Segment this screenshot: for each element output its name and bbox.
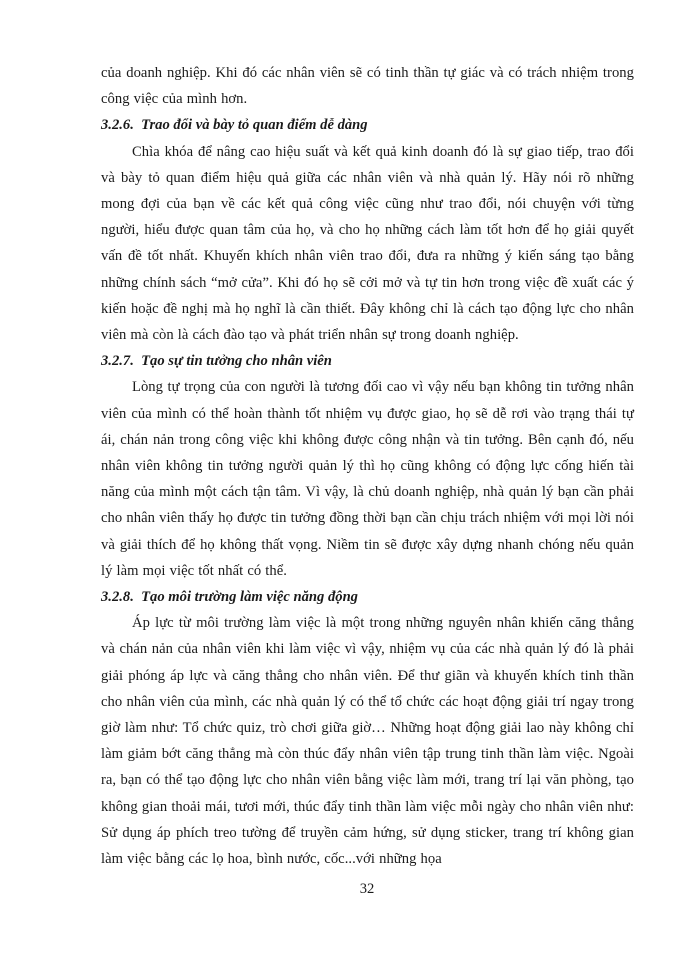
section-body: Chìa khóa để nâng cao hiệu suất và kết quả kinh doanh đó là sự giao tiếp, trao đổi và bày tỏ quan điểm hiệu quả giữa các nhân viên và nhà quản lý. Hãy nói rõ những mong đợi của bạn về các kết quả công việc cũng như trao đổi, nói chuyện với từng người, hiểu được quan tâm của họ, và cho họ những cách làm tốt hơn để họ giải quyết vấn đề tốt nhất. Khuyến khích nhân viên trao đổi, đưa ra những ý kiến sáng tạo bằng những chính sách “mở cửa”. Khi đó họ sẽ cởi mở và tự tin hơn trong việc đề xuất các ý kiến hoặc đề nghị mà họ nghĩ là cần thiết. Đây không chỉ là cách tạo động lực cho nhân viên mà còn là cách đào tạo và phát triển nhân sự trong doanh nghiệp.	[101, 143, 634, 344]
intro-paragraph: của doanh nghiệp. Khi đó các nhân viên sẽ có tinh thần tự giác và có trách nhiệm trong công việc của mình hơn.	[101, 65, 634, 108]
document-page	[101, 60, 634, 872]
section-body: Lòng tự trọng của con người là tương đối cao vì vậy nếu bạn không tin tưởng nhân viên của mình có thể hoàn thành tốt nhiệm vụ được giao, họ sẽ dễ rơi vào trạng thái tự ái, chán nản trong công việc khi không được công nhận và tin tưởng. Bên cạnh đó, nếu nhân viên không tin tưởng người quản lý thì họ cũng không có động lực cống hiến tài năng của mình một cách tận tâm. Vì vậy, là chủ doanh nghiệp, nhà quản lý bạn cần phải cho nhân viên thấy họ được tin tưởng đồng thời bạn cần chịu trách nhiệm với mọi lời nói và giải thích để họ không thất vọng. Niềm tin sẽ được xây dựng nhanh chóng nếu quản lý làm mọi việc tốt nhất có thể.	[101, 379, 634, 579]
section-heading: 3.2.7. Tạo sự tin tưởng cho nhân viên	[101, 353, 332, 370]
section-3-2-6	[101, 112, 634, 348]
section-heading: 3.2.6. Trao đổi và bày tỏ quan điểm dễ dàng	[101, 117, 368, 134]
section-3-2-8	[101, 584, 634, 872]
section-body: Áp lực từ môi trường làm việc là một trong những nguyên nhân khiến căng thẳng và chán nản của nhân viên khi làm việc vì vậy, nhiệm vụ của các nhà quản lý đó là phải giải phóng áp lực và căng thẳng cho nhân viên. Để thư giãn và khuyến khích tinh thần cho nhân viên của mình, các nhà quản lý có thể tổ chức các hoạt động giải trí ngay trong giờ làm như: Tổ chức quiz, trò chơi giữa giờ… Những hoạt động giải lao này không chỉ làm giảm bớt căng thẳng mà còn thúc đẩy nhân viên tập trung tinh thần làm việc. Ngoài ra, bạn có thể tạo động lực cho nhân viên bằng việc làm mới, trang trí lại văn phòng, tạo không gian thoải mái, tươi mới, thúc đẩy tinh thần làm việc mỗi ngày cho nhân viên như: Sử dụng áp phích treo tường để truyền cảm hứng, sử dụng sticker, trang trí không gian làm việc bằng các lọ hoa, bình nước, cốc...với những họa	[101, 615, 634, 868]
page-number: 32	[359, 881, 375, 897]
section-3-2-7	[101, 348, 634, 584]
section-heading: 3.2.8. Tạo môi trường làm việc năng động	[101, 589, 358, 606]
